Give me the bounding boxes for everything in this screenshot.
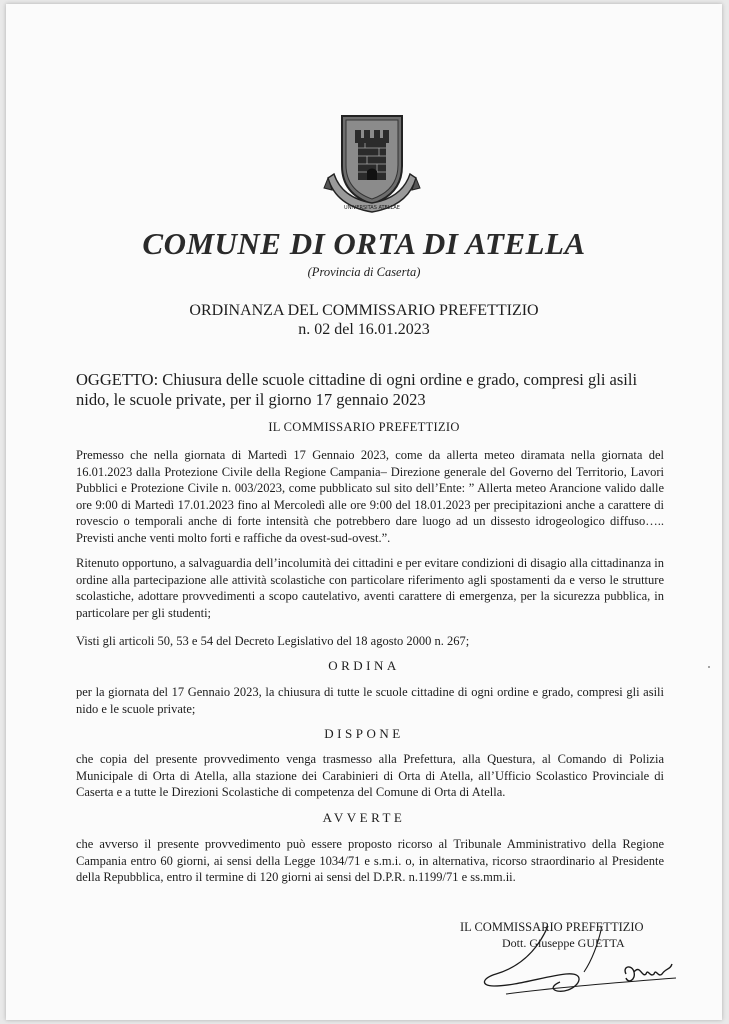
subject-line: OGGETTO: Chiusura delle scuole cittadine di ogni ordine e grado, compresi gli asili nido, le scuole private, per il giorno 17 gennaio 2023 <box>76 370 638 409</box>
scan-speck <box>708 666 710 668</box>
handwritten-signature-icon <box>476 924 686 1004</box>
town-crest-icon <box>322 108 422 220</box>
ritenuto-paragraph: Ritenuto opportuno, a salvaguardia dell’incolumità dei cittadini e per evitare condizioni di disagio alla cittadinanza in ordine alla partecipazione alle attività scolastiche con particolare riferimento agli spostamenti da e verso le strutture scolastiche, adottare provvedimenti a scopo cautelativo, aventi carattere di emergenza, per la sicurezza pubblica, in particolare per gli studenti; <box>76 556 665 620</box>
premesso-paragraph: Premesso che nella giornata di Martedì 17 Gennaio 2023, come da allerta meteo diramata nella giornata del 16.01.2023 dalla Protezione Civile della Regione Campania– Direzione generale del Governo del Territorio, Lavori Pubblici e Protezione Civile n. 003/2023, come pubblicato sul sito dell’Ente: ” Allerta meteo Arancione valido dalle ore 9:00 di Martedì 17.01.2023 fino al Mercoledì alle ore 9:00 del 18.01.2023 per precipitazioni anche a carattere di rovescio o temporali anche di forte intensità che potrebbero dare luogo ad un dissesto idrogeologico diffuso….. Previsti anche venti molto forti e raffiche da ovest-sud-ovest.”. <box>76 448 664 545</box>
province-subtitle: (Provincia di Caserta) <box>307 265 421 279</box>
municipality-title: COMUNE DI ORTA DI ATELLA <box>142 226 586 261</box>
signatory-role: IL COMMISSARIO PREFETTIZIO <box>460 920 644 934</box>
avverte-paragraph: che avverso il presente provvedimento può essere proposto ricorso al Tribunale Amministrativo della Regione Campania entro 60 giorni, ai sensi della Legge 1034/71 e s.m.i. o, in alternativa, ricorso straordinario al Presidente della Repubblica, entro il termine di 120 giorni ai sensi del D.P.R. n.1199/71 e ss.mm.ii. <box>76 837 664 885</box>
document-page <box>6 4 722 1020</box>
ordinance-title: ORDINANZA DEL COMMISSARIO PREFETTIZIO <box>189 302 539 319</box>
commissioner-heading: IL COMMISSARIO PREFETTIZIO <box>268 420 460 434</box>
visti-paragraph: Visti gli articoli 50, 53 e 54 del Decreto Legislativo del 18 agosto 2000 n. 267; <box>76 634 470 648</box>
ordina-heading: ORDINA <box>328 658 400 673</box>
ordina-paragraph: per la giornata del 17 Gennaio 2023, la chiusura di tutte le scuole cittadine di ogni ordine e grado, compresi gli asili nido e le scuole private; <box>76 685 664 716</box>
avverte-heading: AVVERTE <box>322 810 406 825</box>
dispone-heading: DISPONE <box>324 726 404 741</box>
signatory-name: Dott. Giuseppe GUETTA <box>502 936 625 950</box>
emblem-motto: UNIVERSITAS ATELLAE <box>344 205 400 211</box>
dispone-paragraph: che copia del presente provvedimento venga trasmesso alla Prefettura, alla Questura, al Comando di Polizia Municipale di Orta di Atella, alla stazione dei Carabinieri di Orta di Atella, all’Ufficio Scolastico Provinciale di Caserta e a tutte le Direzioni Scolastiche di competenza del Comune di Orta di Atella. <box>76 752 664 800</box>
ordinance-heading <box>6 301 722 339</box>
ordinance-number: n. 02 del 16.01.2023 <box>298 321 430 338</box>
